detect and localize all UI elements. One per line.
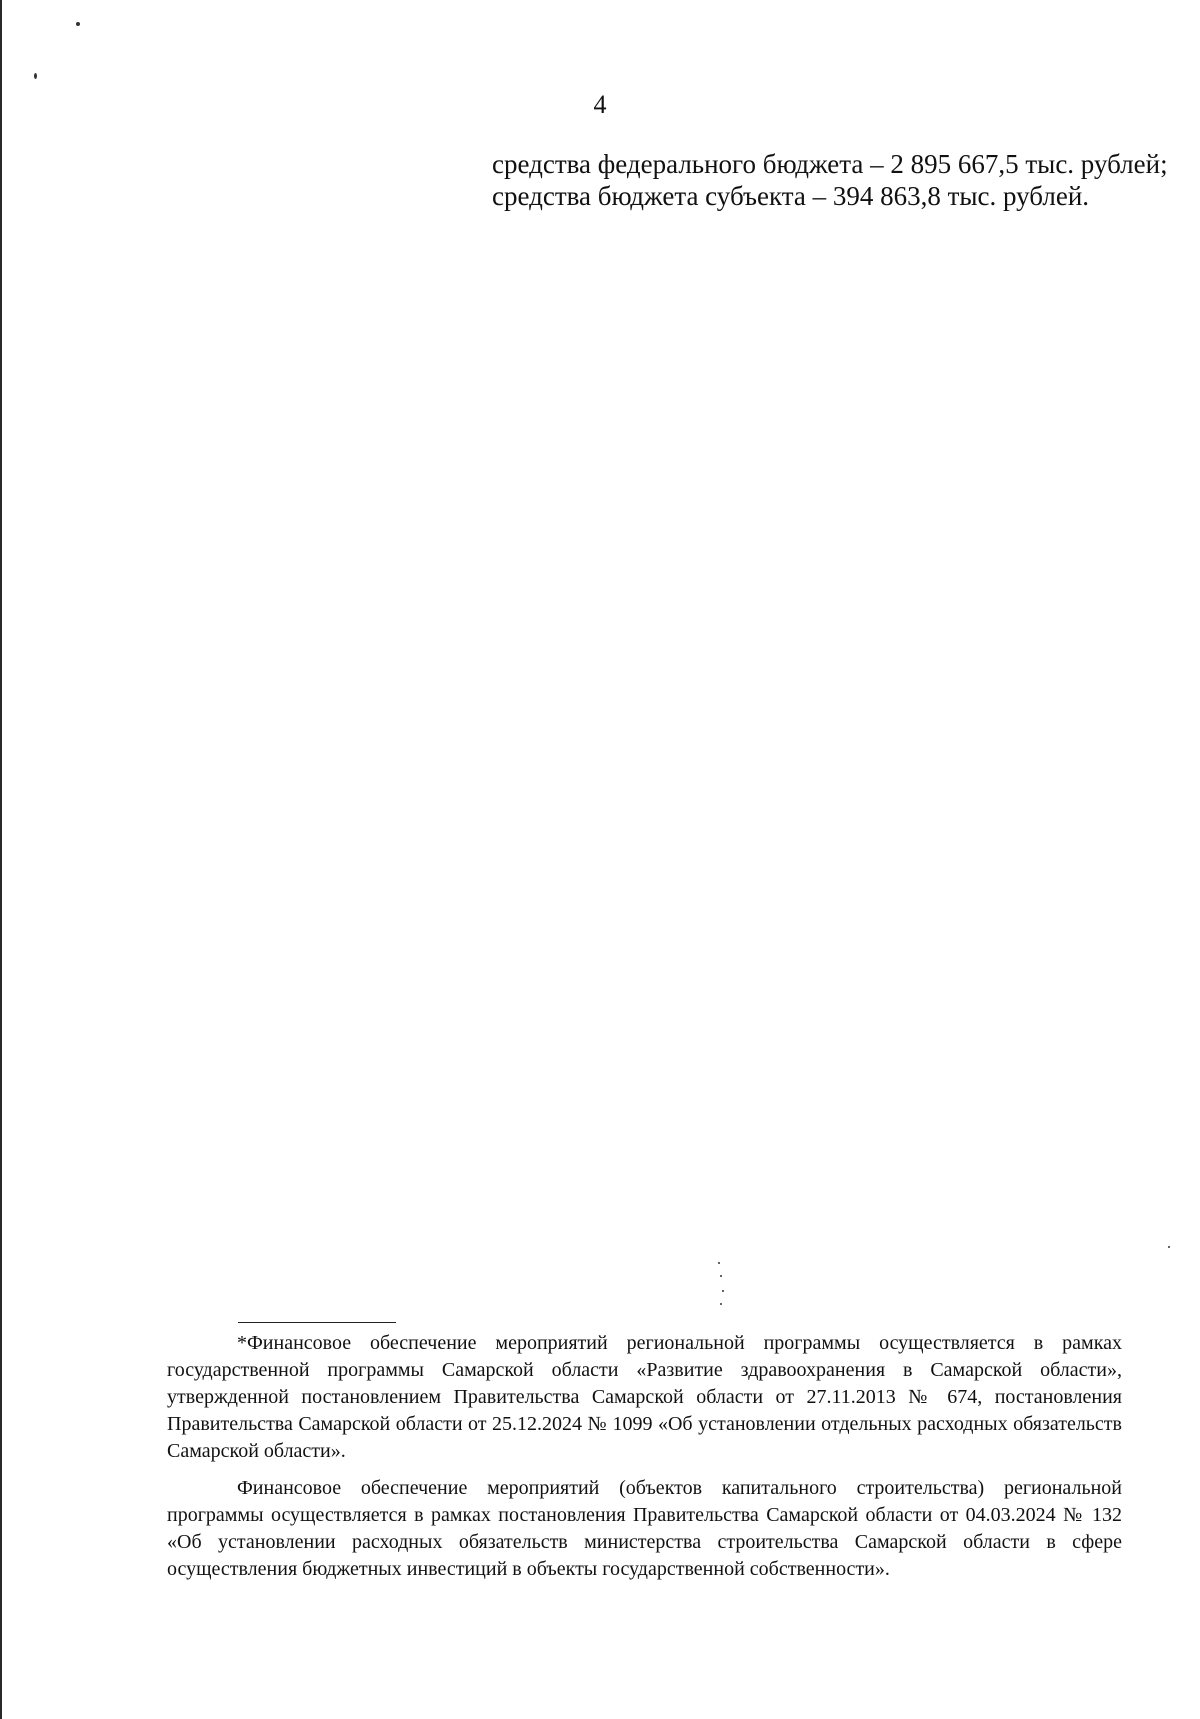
page-number: 4 <box>593 90 607 119</box>
scan-speck <box>718 1262 720 1264</box>
footnote-paragraph: Финансовое обеспечение мероприятий (объектов капитального строительства) региональной программы осуществляется в рамках постановления Правительства Самарской области от 04.03.2024 № 132 «Об установлении расходных обязательств министерства строительства Самарской области в сфере осуществления бюджетных инвестиций в объекты государственной собственности». <box>167 1477 1122 1580</box>
funding-subject: средства бюджета субъекта – 394 863,8 тыс. рублей. <box>492 181 1090 211</box>
scan-speck <box>722 1290 724 1292</box>
scan-speck <box>1168 1246 1170 1248</box>
footnote-paragraph: *Финансовое обеспечение мероприятий региональной программы осуществляется в рамках государственной программы Самарской области «Развитие здравоохранения в Самарской области», утвержденной постановлением Правительства Самарской области от 27.11.2013 № 674, постановления Правительства Самарской области от 25.12.2024 № 1099 «Об установлении отдельных расходных обязательств Самарской области». <box>167 1332 1122 1462</box>
scan-speck <box>720 1275 722 1277</box>
scan-left-edge <box>0 0 2 1719</box>
scan-speck <box>720 1303 722 1305</box>
footnote-separator <box>238 1322 396 1323</box>
funding-block <box>492 148 1172 212</box>
funding-federal: средства федерального бюджета – 2 895 667,5 тыс. рублей; <box>492 149 1168 179</box>
scan-speck <box>76 22 80 26</box>
scan-speck <box>34 73 37 79</box>
footnotes <box>167 1330 1122 1593</box>
